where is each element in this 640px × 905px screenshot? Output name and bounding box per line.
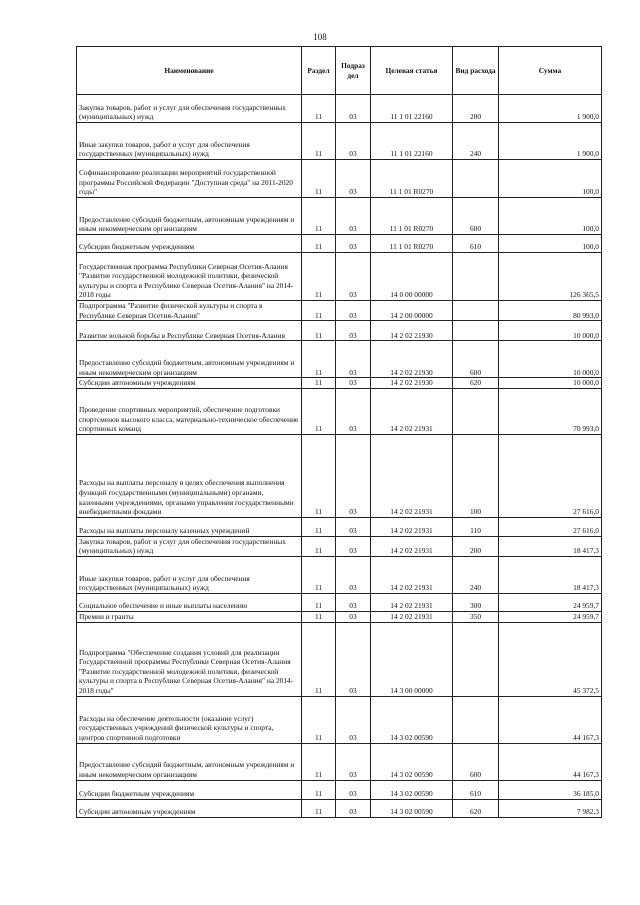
table-row <box>77 622 602 696</box>
cell-subsection: 03 <box>336 388 371 434</box>
table-row <box>77 556 602 593</box>
cell-amount: 80 993,0 <box>499 301 602 321</box>
cell-expense-type: 600 <box>453 743 499 780</box>
table-row <box>77 341 602 378</box>
cell-amount: 18 417,3 <box>499 556 602 593</box>
cell-amount: 36 185,0 <box>499 780 602 799</box>
cell-name: Субсидии автономным учреждениям <box>77 799 302 817</box>
cell-section: 11 <box>302 536 336 556</box>
table-row <box>77 799 602 817</box>
cell-expense-type: 350 <box>453 611 499 622</box>
cell-target-article: 11 1 01 R0270 <box>371 198 453 235</box>
cell-target-article: 14 2 02 21931 <box>371 593 453 611</box>
page-number: 108 <box>313 32 327 42</box>
cell-target-article: 14 2 02 21931 <box>371 388 453 434</box>
table-row <box>77 301 602 321</box>
cell-subsection: 03 <box>336 696 371 743</box>
cell-name: Иные закупки товаров, работ и услуг для обеспечения государственных (муниципальных) нужд <box>77 556 302 593</box>
cell-subsection: 03 <box>336 593 371 611</box>
cell-section: 11 <box>302 743 336 780</box>
cell-expense-type <box>453 696 499 743</box>
cell-expense-type: 600 <box>453 198 499 235</box>
header-target-article: Целевая статья <box>371 47 453 95</box>
cell-subsection: 03 <box>336 341 371 378</box>
table-row <box>77 95 602 123</box>
cell-section: 11 <box>302 622 336 696</box>
cell-subsection: 03 <box>336 378 371 389</box>
table-row <box>77 743 602 780</box>
table-row <box>77 780 602 799</box>
cell-target-article: 14 2 02 21931 <box>371 611 453 622</box>
cell-name: Государственная программа Республики Северная Осетия-Алания "Развитие государственной молодежной политики, физической культуры и спорта в Республике Северная Осетия-Алания" на 2014-2018 годы <box>77 253 302 301</box>
cell-section: 11 <box>302 235 336 253</box>
table-row <box>77 160 602 198</box>
cell-name: Подпрограмма "Обеспечение создания условий для реализации Государственной программы Республики Северная Осетия-Алания "Развитие государственной молодежной политики, физической культуры и спорта в Республике Северная Осетия-Алания" на 2014-2018 годы" <box>77 622 302 696</box>
cell-expense-type: 240 <box>453 556 499 593</box>
cell-name: Проведение спортивных мероприятий, обеспечение подготовки спортсменов высокого класса, материально-техническое обеспечение спортивных команд <box>77 388 302 434</box>
cell-expense-type: 300 <box>453 593 499 611</box>
header-row <box>77 47 602 95</box>
cell-section: 11 <box>302 253 336 301</box>
cell-target-article: 14 2 02 21931 <box>371 536 453 556</box>
cell-amount: 100,0 <box>499 235 602 253</box>
cell-section: 11 <box>302 123 336 160</box>
cell-name: Софинансирование реализации мероприятий государственной программы Российской Федерации "Доступная среда" на 2011-2020 годы" <box>77 160 302 198</box>
cell-section: 11 <box>302 95 336 123</box>
cell-target-article: 14 2 02 21930 <box>371 321 453 341</box>
header-name: Наименование <box>77 47 302 95</box>
table-row <box>77 378 602 389</box>
header-amount: Сумма <box>499 47 602 95</box>
cell-amount: 27 616,0 <box>499 517 602 536</box>
header-section: Раздел <box>302 47 336 95</box>
cell-amount: 1 900,0 <box>499 123 602 160</box>
cell-subsection: 03 <box>336 160 371 198</box>
table-row <box>77 593 602 611</box>
cell-name: Предоставление субсидий бюджетным, автономным учреждениям и иным некоммерческим организациям <box>77 341 302 378</box>
table-row <box>77 536 602 556</box>
cell-expense-type: 200 <box>453 95 499 123</box>
table-row <box>77 198 602 235</box>
cell-expense-type <box>453 622 499 696</box>
cell-expense-type <box>453 388 499 434</box>
cell-name: Расходы на обеспечение деятельности (оказание услуг) государственных учреждений физической культуры и спорта, центров спортивной подготовки <box>77 696 302 743</box>
cell-amount: 24 959,7 <box>499 593 602 611</box>
cell-subsection: 03 <box>336 235 371 253</box>
cell-amount: 126 365,5 <box>499 253 602 301</box>
cell-name: Расходы на выплаты персоналу в целях обеспечения выполнения функций государственными (муниципальными) органами, казенными учреждениями, органами управления государственными внебюджетными фондами <box>77 434 302 517</box>
cell-name: Субсидии автономным учреждениям <box>77 378 302 389</box>
cell-target-article: 14 2 02 21931 <box>371 434 453 517</box>
cell-section: 11 <box>302 799 336 817</box>
cell-name: Развитие вольной борьбы в Республике Северная Осетия-Алания <box>77 321 302 341</box>
cell-section: 11 <box>302 696 336 743</box>
cell-subsection: 03 <box>336 536 371 556</box>
cell-subsection: 03 <box>336 622 371 696</box>
cell-name: Подпрограмма "Развитие физической культуры и спорта в Республике Северная Осетия-Алания" <box>77 301 302 321</box>
header-expense-type: Вид расхода <box>453 47 499 95</box>
cell-target-article: 11 1 01 22160 <box>371 123 453 160</box>
cell-name: Иные закупки товаров, работ и услуг для обеспечения государственных (муниципальных) нужд <box>77 123 302 160</box>
cell-name: Премии и гранты <box>77 611 302 622</box>
cell-expense-type <box>453 321 499 341</box>
cell-section: 11 <box>302 378 336 389</box>
cell-section: 11 <box>302 434 336 517</box>
cell-subsection: 03 <box>336 123 371 160</box>
cell-subsection: 03 <box>336 517 371 536</box>
cell-expense-type <box>453 301 499 321</box>
cell-subsection: 03 <box>336 301 371 321</box>
cell-section: 11 <box>302 556 336 593</box>
table-body <box>77 95 602 818</box>
cell-target-article: 11 1 01 R0270 <box>371 160 453 198</box>
cell-subsection: 03 <box>336 743 371 780</box>
cell-target-article: 14 0 00 00000 <box>371 253 453 301</box>
cell-amount: 100,0 <box>499 160 602 198</box>
cell-section: 11 <box>302 321 336 341</box>
cell-section: 11 <box>302 388 336 434</box>
cell-target-article: 14 2 00 00000 <box>371 301 453 321</box>
cell-section: 11 <box>302 593 336 611</box>
cell-name: Предоставление субсидий бюджетным, автономным учреждениям и иным некоммерческим организациям <box>77 198 302 235</box>
table-row <box>77 388 602 434</box>
cell-expense-type <box>453 160 499 198</box>
cell-name: Закупка товаров, работ и услуг для обеспечения государственных (муниципальных) нужд <box>77 95 302 123</box>
table-row <box>77 696 602 743</box>
cell-amount: 70 993,0 <box>499 388 602 434</box>
cell-amount: 100,0 <box>499 198 602 235</box>
header-subsection: Подраз дел <box>336 47 371 95</box>
cell-amount: 1 900,0 <box>499 95 602 123</box>
cell-subsection: 03 <box>336 611 371 622</box>
budget-table <box>76 46 602 818</box>
cell-amount: 10 000,0 <box>499 341 602 378</box>
cell-expense-type: 610 <box>453 780 499 799</box>
cell-subsection: 03 <box>336 556 371 593</box>
cell-section: 11 <box>302 301 336 321</box>
table-row <box>77 321 602 341</box>
table-row <box>77 253 602 301</box>
cell-name: Социальное обеспечение и иные выплаты населению <box>77 593 302 611</box>
cell-expense-type: 110 <box>453 517 499 536</box>
cell-section: 11 <box>302 780 336 799</box>
cell-target-article: 11 1 01 22160 <box>371 95 453 123</box>
cell-expense-type: 620 <box>453 378 499 389</box>
cell-expense-type: 610 <box>453 235 499 253</box>
cell-amount: 7 982,3 <box>499 799 602 817</box>
cell-amount: 24 959,7 <box>499 611 602 622</box>
table-row <box>77 434 602 517</box>
cell-target-article: 14 3 02 00590 <box>371 799 453 817</box>
cell-target-article: 14 3 02 00590 <box>371 780 453 799</box>
cell-amount: 10 000,0 <box>499 321 602 341</box>
cell-target-article: 14 2 02 21931 <box>371 556 453 593</box>
cell-expense-type: 600 <box>453 341 499 378</box>
cell-target-article: 14 2 02 21931 <box>371 517 453 536</box>
cell-target-article: 14 2 02 21930 <box>371 341 453 378</box>
table-row <box>77 611 602 622</box>
cell-expense-type: 200 <box>453 536 499 556</box>
cell-expense-type <box>453 253 499 301</box>
cell-target-article: 14 3 02 00590 <box>371 743 453 780</box>
cell-amount: 18 417,3 <box>499 536 602 556</box>
cell-section: 11 <box>302 611 336 622</box>
cell-name: Закупка товаров, работ и услуг для обеспечения государственных (муниципальных) нужд <box>77 536 302 556</box>
cell-section: 11 <box>302 160 336 198</box>
cell-subsection: 03 <box>336 434 371 517</box>
cell-subsection: 03 <box>336 780 371 799</box>
table-row <box>77 517 602 536</box>
cell-subsection: 03 <box>336 321 371 341</box>
cell-section: 11 <box>302 198 336 235</box>
table-row <box>77 123 602 160</box>
cell-section: 11 <box>302 517 336 536</box>
cell-amount: 44 167,3 <box>499 696 602 743</box>
cell-subsection: 03 <box>336 253 371 301</box>
cell-amount: 44 167,3 <box>499 743 602 780</box>
cell-name: Субсидии бюджетным учреждениям <box>77 780 302 799</box>
cell-target-article: 11 1 01 R0270 <box>371 235 453 253</box>
cell-subsection: 03 <box>336 799 371 817</box>
cell-amount: 27 616,0 <box>499 434 602 517</box>
cell-expense-type: 620 <box>453 799 499 817</box>
cell-amount: 45 372,5 <box>499 622 602 696</box>
cell-subsection: 03 <box>336 95 371 123</box>
cell-section: 11 <box>302 341 336 378</box>
cell-expense-type: 240 <box>453 123 499 160</box>
cell-target-article: 14 3 02 00590 <box>371 696 453 743</box>
table-row <box>77 235 602 253</box>
cell-target-article: 14 2 02 21930 <box>371 378 453 389</box>
cell-target-article: 14 3 00 00000 <box>371 622 453 696</box>
cell-subsection: 03 <box>336 198 371 235</box>
cell-expense-type: 100 <box>453 434 499 517</box>
cell-name: Расходы на выплаты персоналу казенных учреждений <box>77 517 302 536</box>
cell-name: Субсидии бюджетным учреждениям <box>77 235 302 253</box>
cell-name: Предоставление субсидий бюджетным, автономным учреждениям и иным некоммерческим организациям <box>77 743 302 780</box>
cell-amount: 10 000,0 <box>499 378 602 389</box>
